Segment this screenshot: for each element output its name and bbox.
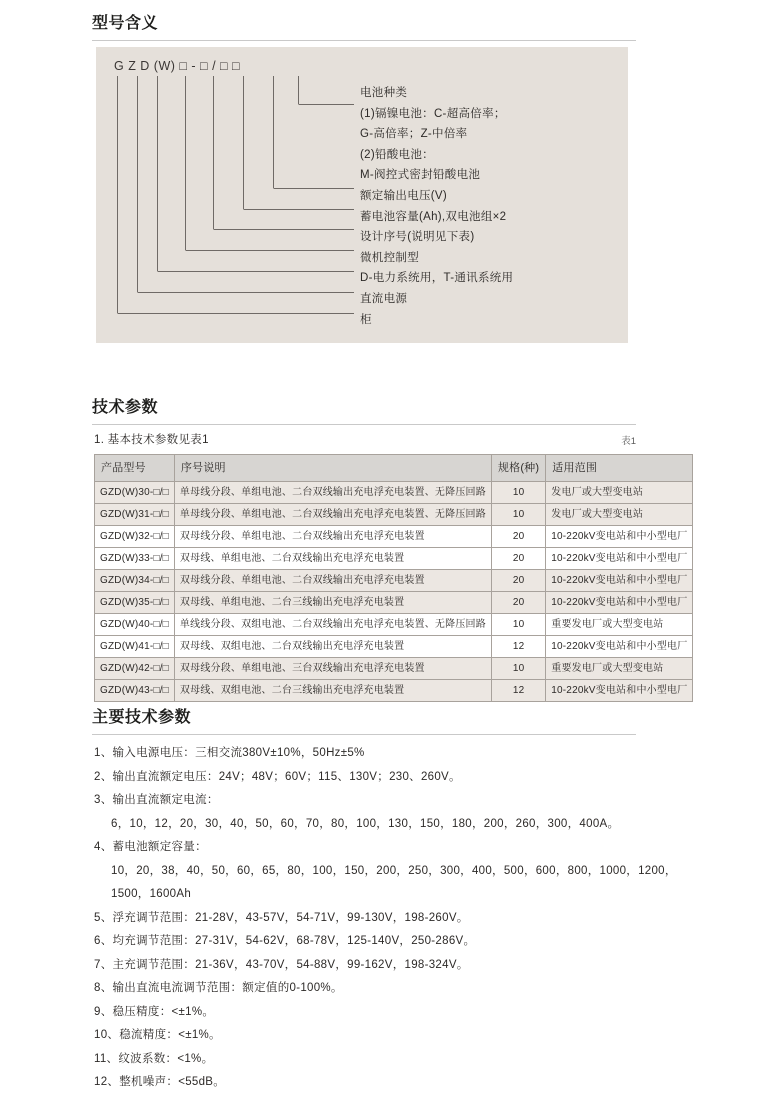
column-header-description: 序号说明 [174, 455, 491, 482]
heading-rule [92, 40, 636, 41]
table-body [95, 482, 693, 702]
cell-scope: 10-220kV变电站和中小型电厂 [546, 592, 693, 614]
cell-model: GZD(W)42-□/□ [95, 658, 175, 680]
cell-model: GZD(W)30-□/□ [95, 482, 175, 504]
parameter-item: 6，10，12，20，30，40，50，60，70，80，100，130，150，180，200，260，300，400A。 [111, 817, 620, 830]
cell-scope: 10-220kV变电站和中小型电厂 [546, 526, 693, 548]
diagram-label: 微机控制型 [360, 251, 419, 264]
cell-model: GZD(W)43-□/□ [95, 680, 175, 702]
column-header-model: 产品型号 [95, 455, 175, 482]
cell-model: GZD(W)33-□/□ [95, 548, 175, 570]
cell-description: 双母线、单组电池、二台双线输出充电浮充电装置 [174, 548, 491, 570]
parameter-item: 9、稳压精度：<±1%。 [94, 1005, 215, 1018]
table-row [95, 504, 693, 526]
cell-scope: 10-220kV变电站和中小型电厂 [546, 636, 693, 658]
parameter-item: 7、主充调节范围：21-36V，43-70V，54-88V，99-162V，198-324V。 [94, 958, 469, 971]
table-row [95, 548, 693, 570]
parameter-item: 2、输出直流额定电压：24V；48V；60V；115、130V；230、260V。 [94, 770, 461, 783]
cell-quantity: 12 [491, 636, 545, 658]
parameter-item: 1、输入电源电压：三相交流380V±10%，50Hz±5% [94, 747, 365, 759]
cell-quantity: 10 [491, 482, 545, 504]
table-row [95, 482, 693, 504]
section-heading-tech-params [92, 398, 636, 425]
table-row [95, 636, 693, 658]
diagram-label: 电池种类 [360, 87, 408, 99]
cell-model: GZD(W)34-□/□ [95, 570, 175, 592]
parameter-item: 8、输出直流电流调节范围：额定值的0-100%。 [94, 982, 343, 994]
cell-description: 双母线、双组电池、二台双线输出充电浮充电装置 [174, 636, 491, 658]
cell-model: GZD(W)31-□/□ [95, 504, 175, 526]
table-row [95, 658, 693, 680]
parameter-item: 4、蓄电池额定容量： [94, 841, 207, 853]
main-parameters-list [94, 742, 677, 1095]
parameter-item: 10，20，38，40，50，60，65，80，100，150，200，250，300，400，500，600，800，1000，1200， [111, 864, 677, 877]
model-designation-diagram [96, 47, 628, 343]
parameter-item: 1500，1600Ah [111, 888, 192, 900]
diagram-label: 蓄电池容量(Ah),双电池组×2 [360, 210, 507, 223]
cell-description: 双母线分段、单组电池、三台双线输出充电浮充电装置 [174, 658, 491, 680]
cell-scope: 发电厂或大型变电站 [546, 504, 693, 526]
parameter-item: 6、均充调节范围：27-31V，54-62V，68-78V，125-140V，250-286V。 [94, 935, 476, 947]
cell-quantity: 20 [491, 548, 545, 570]
cell-description: 单母线分段、单组电池、二台双线输出充电浮充电装置、无降压回路 [174, 482, 491, 504]
section-title: 技术参数 [92, 399, 159, 416]
diagram-label: D-电力系统用，T-通讯系统用 [360, 272, 514, 285]
section-heading-main-params [92, 708, 636, 735]
heading-rule [92, 734, 636, 735]
cell-quantity: 20 [491, 570, 545, 592]
cell-scope: 10-220kV变电站和中小型电厂 [546, 680, 693, 702]
table-number: 表1 [621, 436, 636, 447]
cell-scope: 重要发电厂或大型变电站 [546, 658, 693, 680]
cell-model: GZD(W)32-□/□ [95, 526, 175, 548]
cell-model: GZD(W)40-□/□ [95, 614, 175, 636]
diagram-label: G-高倍率；Z-中倍率 [360, 128, 468, 141]
diagram-label: (2)铅酸电池： [360, 148, 434, 161]
cell-description: 双母线、单组电池、二台三线输出充电浮充电装置 [174, 592, 491, 614]
page-title: 型号含义 [92, 15, 159, 32]
spec-table [94, 454, 693, 702]
diagram-label: 设计序号(说明见下表) [360, 231, 475, 244]
cell-scope: 发电厂或大型变电站 [546, 482, 693, 504]
cell-quantity: 10 [491, 614, 545, 636]
heading-rule [92, 424, 636, 425]
cell-model: GZD(W)35-□/□ [95, 592, 175, 614]
cell-quantity: 12 [491, 680, 545, 702]
parameter-item: 11、纹波系数：<1%。 [94, 1052, 214, 1065]
table-row [95, 680, 693, 702]
diagram-label: (1)镉镍电池：C-超高倍率； [360, 107, 506, 120]
section-title: 主要技术参数 [92, 709, 192, 726]
cell-quantity: 10 [491, 504, 545, 526]
cell-scope: 重要发电厂或大型变电站 [546, 614, 693, 636]
cell-model: GZD(W)41-□/□ [95, 636, 175, 658]
diagram-label: 柜 [360, 313, 372, 326]
diagram-label: 直流电源 [360, 292, 408, 305]
diagram-label-list [360, 83, 620, 330]
cell-quantity: 20 [491, 592, 545, 614]
cell-scope: 10-220kV变电站和中小型电厂 [546, 570, 693, 592]
cell-scope: 10-220kV变电站和中小型电厂 [546, 548, 693, 570]
cell-description: 双母线、双组电池、二台三线输出充电浮充电装置 [174, 680, 491, 702]
section-heading-model-meaning [92, 14, 636, 41]
cell-description: 双母线分段、单组电池、二台双线输出充电浮充电装置 [174, 526, 491, 548]
table-row [95, 526, 693, 548]
table-row [95, 570, 693, 592]
cell-quantity: 10 [491, 658, 545, 680]
column-header-quantity: 规格(种) [491, 455, 545, 482]
diagram-label: M-阀控式密封铅酸电池 [360, 169, 481, 182]
column-header-scope: 适用范围 [546, 455, 693, 482]
cell-description: 双母线分段、单组电池、二台双线输出充电浮充电装置 [174, 570, 491, 592]
parameter-item: 10、稳流精度：<±1%。 [94, 1029, 221, 1041]
table-header [95, 455, 693, 482]
cell-quantity: 20 [491, 526, 545, 548]
cell-description: 单母线分段、单组电池、二台双线输出充电浮充电装置、无降压回路 [174, 504, 491, 526]
parameter-item: 5、浮充调节范围：21-28V，43-57V，54-71V，99-130V，198-260V。 [94, 911, 469, 924]
model-code-string: G Z D (W) □ - □ / □ □ [114, 59, 241, 73]
table-row [95, 614, 693, 636]
parameter-item: 12、整机噪声：<55dB。 [94, 1076, 226, 1088]
table-header-row [95, 455, 693, 482]
parameter-item: 3、输出直流额定电流： [94, 794, 219, 806]
table-row [95, 592, 693, 614]
cell-description: 单线线分段、双组电池、二台双线输出充电浮充电装置、无降压回路 [174, 614, 491, 636]
table-caption: 1. 基本技术参数见表1 [94, 434, 209, 446]
diagram-label: 额定输出电压(V) [360, 189, 448, 202]
